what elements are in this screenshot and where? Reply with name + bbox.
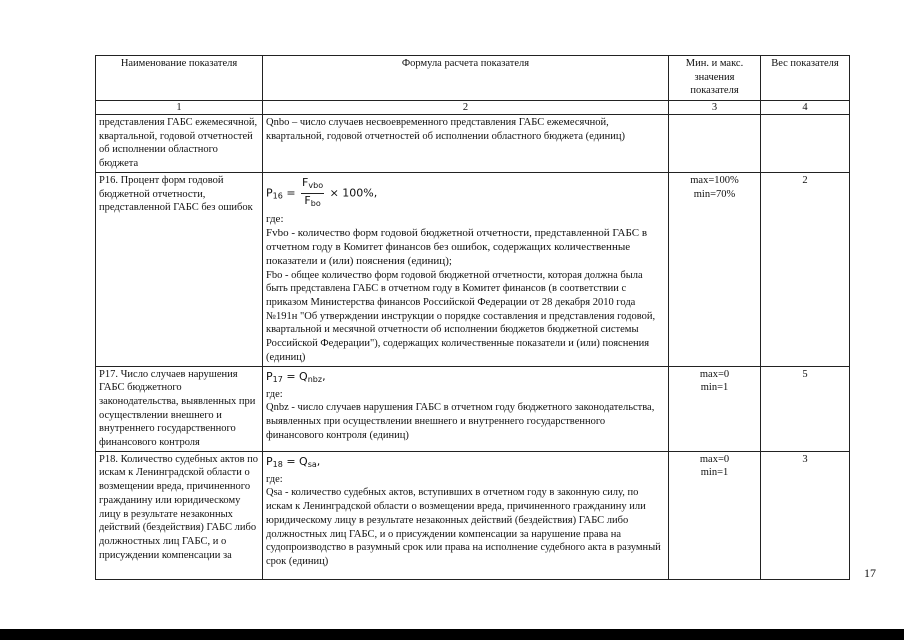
min-value: min=70%: [693, 188, 736, 200]
minmax-cell: [669, 451, 761, 579]
header-weight: Вес показателя: [761, 56, 850, 101]
header-formula: Формула расчета показателя: [263, 56, 669, 101]
header-name: Наименование показателя: [96, 56, 263, 101]
table-header-row: [96, 56, 850, 101]
where-label: где:: [266, 212, 284, 225]
indicator-name: Р17. Число случаев нарушения ГАБС бюджетного законодательства, выявленных при осуществлении внешнего и внутреннего государственного финансового контроля: [96, 366, 263, 451]
fraction: $\frac{F_{vbo}}{F_{bo}}$: [302, 175, 324, 208]
column-number: 1: [96, 101, 263, 115]
max-value: max=0: [699, 368, 730, 380]
table-row: [96, 451, 850, 579]
minmax-cell: [669, 366, 761, 451]
min-value: min=1: [700, 467, 729, 479]
weight-cell: [761, 115, 850, 173]
weight-cell: 2: [761, 172, 850, 366]
formula-p17: $P_{17} = Q_{nbz}$,: [266, 369, 326, 384]
weight-cell: 3: [761, 451, 850, 579]
column-number: 3: [669, 101, 761, 115]
indicator-name: представления ГАБС ежемесячной, квартальной, годовой отчетностей об исполнении областного бюджета: [96, 115, 263, 173]
minmax-cell: [669, 172, 761, 366]
indicator-name: Р16. Процент форм годовой бюджетной отчетности, представленной ГАБС без ошибок: [96, 172, 263, 366]
weight-cell: 5: [761, 366, 850, 451]
where-label: где:: [266, 473, 283, 485]
variable-definition: Qnbz - число случаев нарушения ГАБС в отчетном году бюджетного законодательства, выявленных при осуществлении внешнего и внутреннего государственного финансового контроля (единиц): [266, 402, 655, 441]
indicator-name: Р18. Количество судебных актов по искам к Ленинградской области о возмещении вреда, причиненного гражданину или юридическому лицу в результате незаконных действий (бездействия) ГАБС либо должностных лиц ГАБС, и о присуждении компенсации за: [96, 451, 263, 579]
formula-p18: $P_{18} = Q_{sa}$,: [266, 454, 321, 469]
table-row: [96, 172, 850, 366]
max-value: max=0: [699, 453, 730, 465]
max-value: max=100%: [690, 174, 739, 186]
formula-p16: $P_{16}$ = $\frac{F_{vbo}}{F_{bo}}$ × 100%,: [266, 176, 377, 211]
min-value: min=1: [700, 382, 729, 394]
table-row: [96, 366, 850, 451]
formula-description: [263, 172, 669, 366]
where-label: где:: [266, 388, 283, 400]
indicator-table: [95, 55, 850, 580]
variable-definition: Fvbo - количество форм годовой бюджетной отчетности, представленной ГАБС в отчетном году в Комитет финансов без ошибок, содержащих количественные показатели и (или) пояснения (единиц);: [266, 227, 648, 268]
formula-description: [263, 451, 669, 579]
formula-description: [263, 115, 669, 173]
header-minmax: Мин. и макс. значения показателя: [669, 56, 761, 101]
column-number-row: [96, 101, 850, 115]
column-number: 4: [761, 101, 850, 115]
variable-definition: Qsa - количество судебных актов, вступивших в отчетном году в законную силу, по искам к Ленинградской области о возмещении вреда, причиненного гражданину или юридическому лицу в результате незаконных действий (бездействия) ГАБС либо должностных лиц ГАБС, и о присуждении компенсации за нарушение права на судопроизводство в разумный срок или права на исполнение судебного акта в разумный срок (единиц): [266, 487, 661, 567]
variable-definition: Fbo - общее количество форм годовой бюджетной отчетности, которая должна была быть представлена ГАБС в отчетном году в Комитет финансов (в соответствии с приказом Министерства финансов Российской Федерации от 28 декабря 2010 года №191н "Об утверждении инструкции о порядке составления и представления годовой, квартальной и месячной отчетности об исполнении бюджетов бюджетной системы Российской Федерации"), содержащих количественные показатели и (или) пояснения (единиц): [266, 269, 656, 363]
table-row: [96, 115, 850, 173]
page-number: 17: [864, 566, 876, 580]
column-number: 2: [263, 101, 669, 115]
variable-definition: Qnbo – число случаев несвоевременного представления ГАБС ежемесячной, квартальной, годовой отчетностей об исполнении областного бюджета (единиц): [266, 117, 626, 142]
formula-description: [263, 366, 669, 451]
minmax-cell: [669, 115, 761, 173]
